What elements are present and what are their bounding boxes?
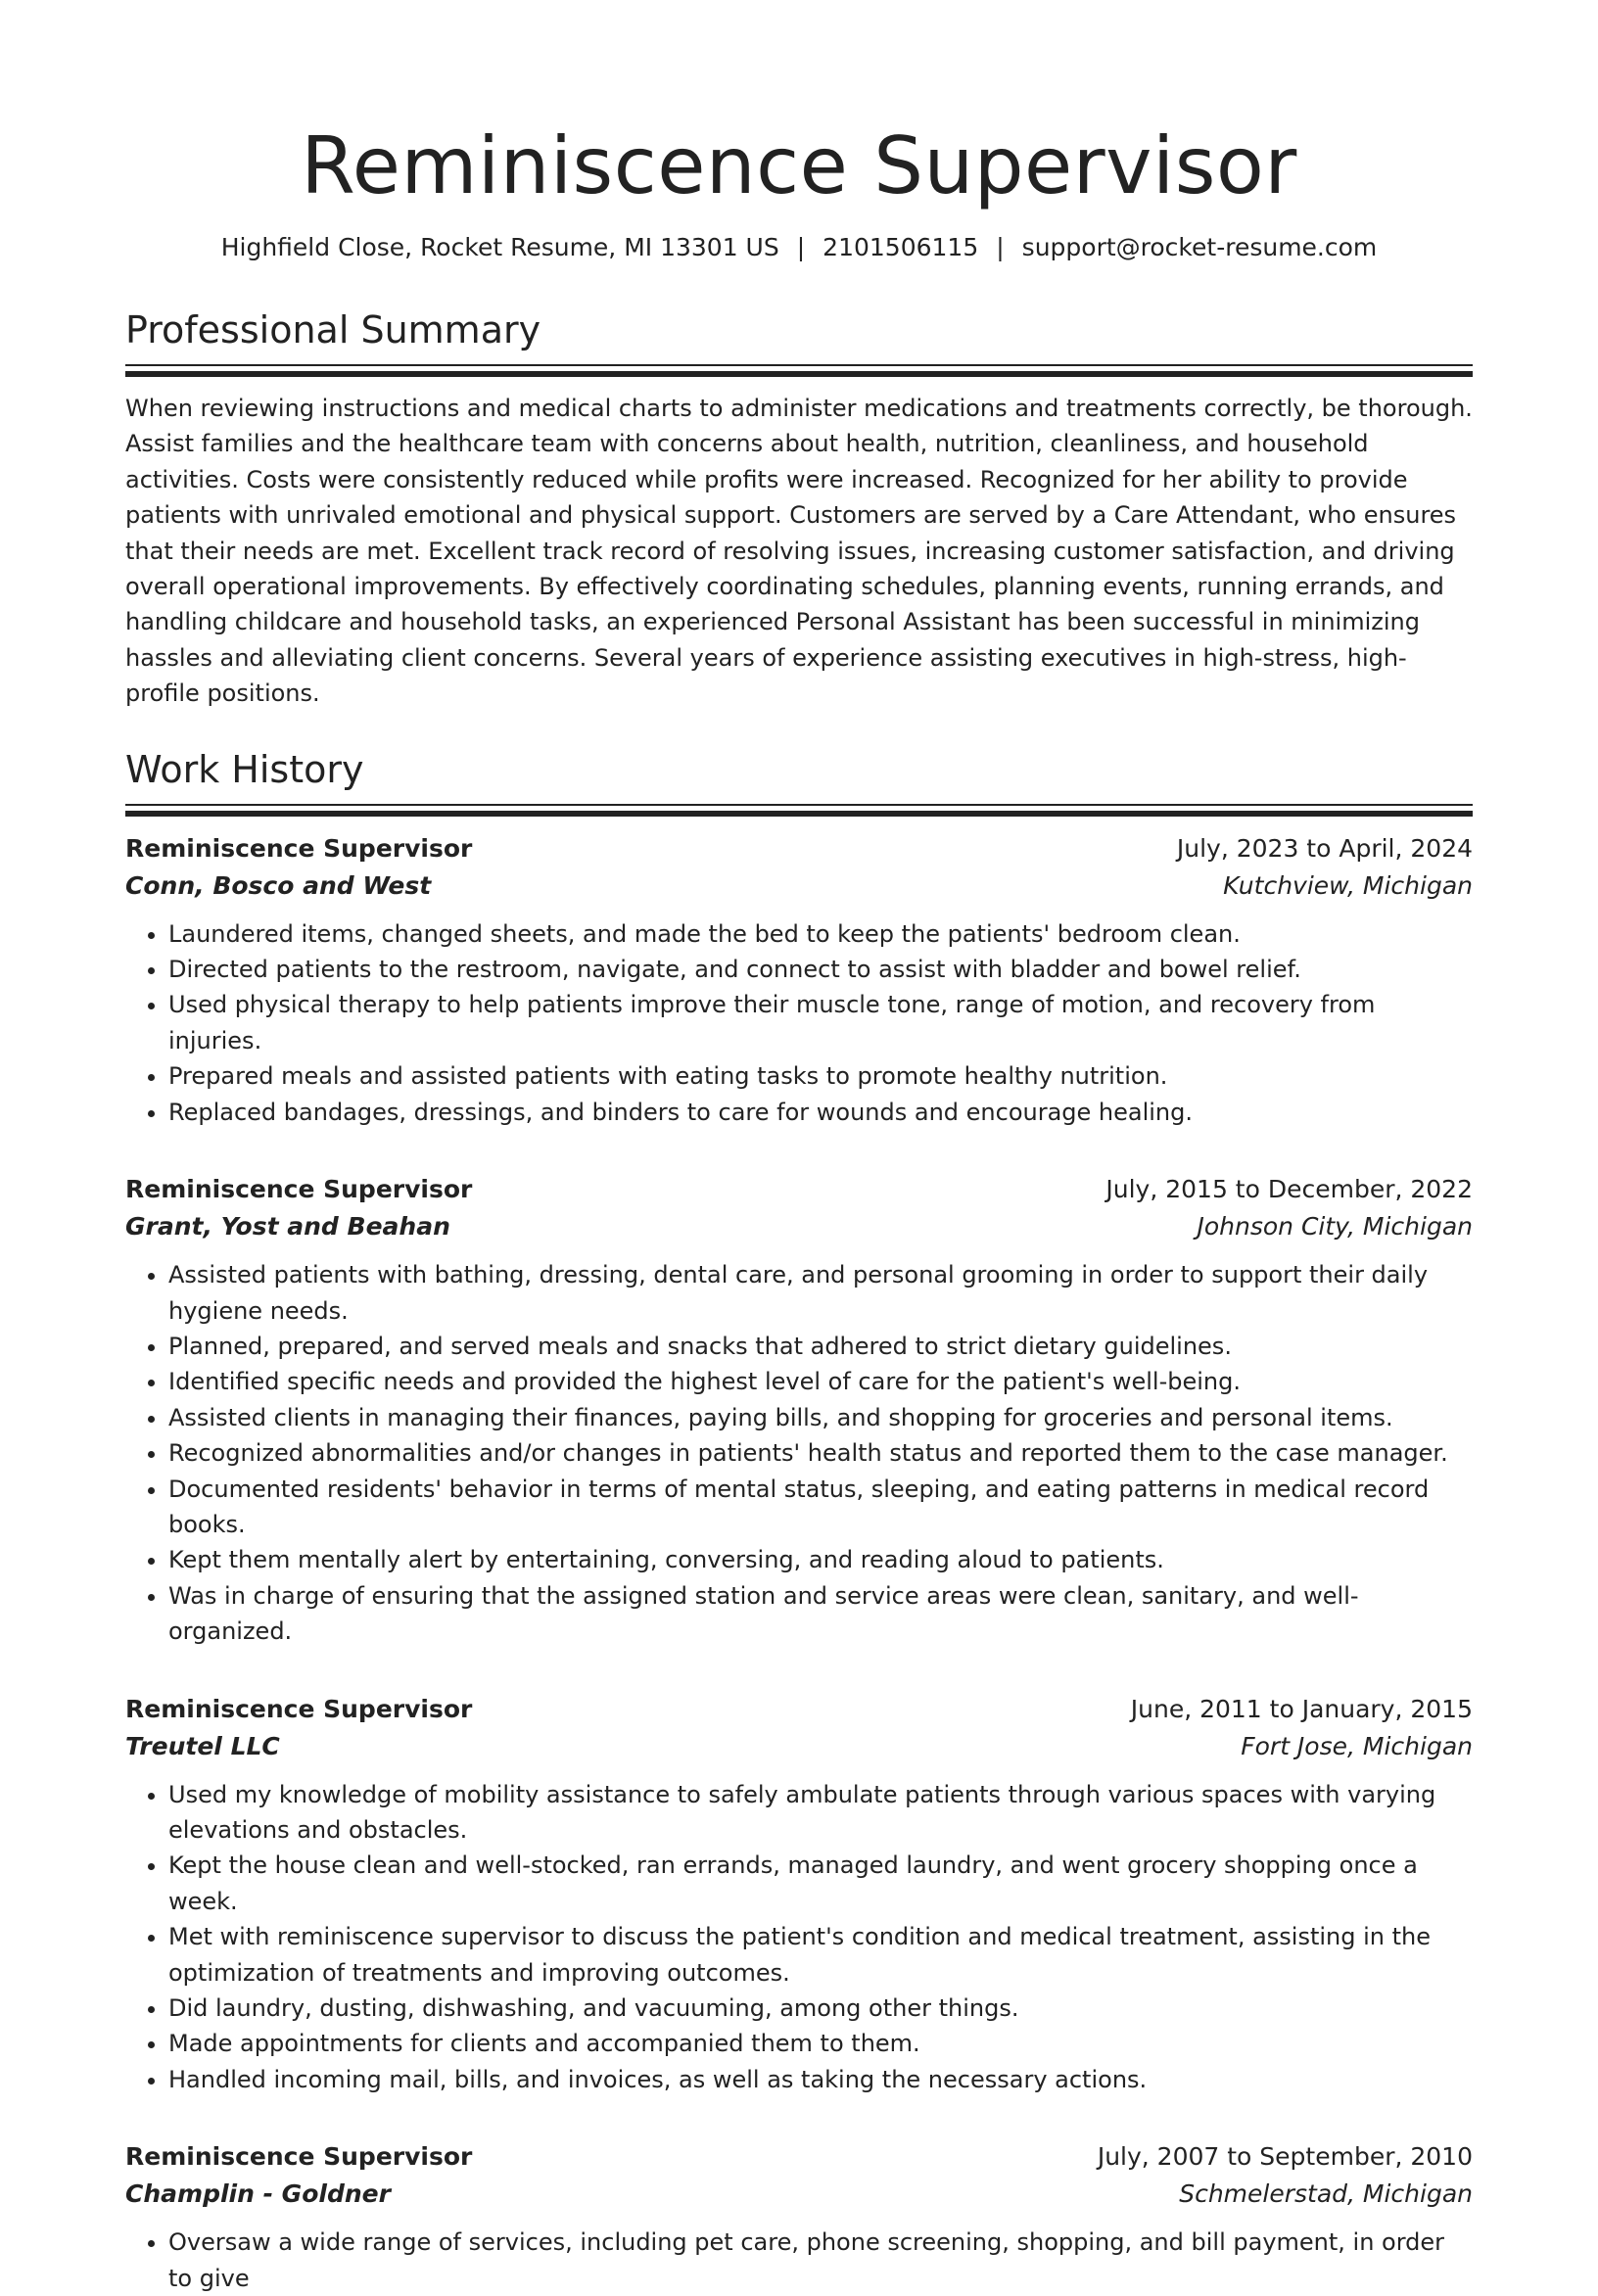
job-bullet-list xyxy=(125,916,1473,1130)
job-location: Schmelerstad, Michigan xyxy=(1179,2179,1473,2209)
job-entry xyxy=(125,2138,1473,2296)
work-history-section xyxy=(125,747,1473,2296)
job-company-row xyxy=(125,867,1473,905)
job-bullet: • Used my knowledge of mobility assistance to safely ambulate patients through various spaces with varying elevations and obstacles. xyxy=(168,1777,1473,1849)
job-bullet: • Recognized abnormalities and/or changes in patients' health status and reported them to the case manager. xyxy=(168,1435,1473,1471)
job-entry xyxy=(125,1171,1473,1649)
job-title: Reminiscence Supervisor xyxy=(125,1694,473,1723)
section-divider-thin xyxy=(125,364,1473,366)
job-bullet: • Assisted clients in managing their finances, paying bills, and shopping for groceries and personal items. xyxy=(168,1400,1473,1435)
job-bullet: • Replaced bandages, dressings, and binders to care for wounds and encourage healing. xyxy=(168,1095,1473,1130)
job-bullet: • Oversaw a wide range of services, including pet care, phone screening, shopping, and bill payment, in order to give xyxy=(168,2225,1473,2296)
job-dates: June, 2011 to January, 2015 xyxy=(1130,1694,1473,1723)
contact-separator: | xyxy=(796,233,806,261)
contact-email: support@rocket-resume.com xyxy=(1021,233,1378,261)
job-entry xyxy=(125,1691,1473,2098)
contact-separator: | xyxy=(996,233,1005,261)
job-header-row xyxy=(125,1691,1473,1728)
contact-line xyxy=(125,231,1473,264)
job-company-row xyxy=(125,2176,1473,2213)
job-company: Champlin - Goldner xyxy=(125,2179,391,2209)
job-bullet: • Made appointments for clients and accompanied them to them. xyxy=(168,2026,1473,2061)
section-divider-thick xyxy=(125,371,1473,377)
job-bullet: • Directed patients to the restroom, navigate, and connect to assist with bladder and bowel relief. xyxy=(168,952,1473,987)
job-location: Johnson City, Michigan xyxy=(1197,1212,1473,1242)
job-bullet: • Identified specific needs and provided the highest level of care for the patient's well-being. xyxy=(168,1364,1473,1399)
job-bullet: • Did laundry, dusting, dishwashing, and vacuuming, among other things. xyxy=(168,1991,1473,2026)
contact-phone: 2101506115 xyxy=(822,233,979,261)
job-dates: July, 2007 to September, 2010 xyxy=(1097,2142,1473,2172)
job-header-row xyxy=(125,830,1473,867)
job-title: Reminiscence Supervisor xyxy=(125,833,473,863)
job-entry xyxy=(125,830,1473,1130)
job-bullet: • Prepared meals and assisted patients with eating tasks to promote healthy nutrition. xyxy=(168,1058,1473,1094)
job-bullet: • Assisted patients with bathing, dressing, dental care, and personal grooming in order to support their daily hygiene needs. xyxy=(168,1257,1473,1329)
job-company: Conn, Bosco and West xyxy=(125,870,432,900)
job-bullet: • Met with reminiscence supervisor to discuss the patient's condition and medical treatment, assisting in the optimization of treatments and improving outcomes. xyxy=(168,1919,1473,1991)
job-bullet-list xyxy=(125,2225,1473,2296)
job-company-row xyxy=(125,1208,1473,1245)
job-header-row xyxy=(125,1171,1473,1208)
job-bullet: • Used physical therapy to help patients improve their muscle tone, range of motion, and recovery from injuries. xyxy=(168,987,1473,1058)
section-divider-thin xyxy=(125,804,1473,806)
job-bullet: • Documented residents' behavior in terms of mental status, sleeping, and eating patterns in medical record books. xyxy=(168,1472,1473,1543)
section-divider-thick xyxy=(125,811,1473,817)
job-company-row xyxy=(125,1728,1473,1765)
job-bullet: • Laundered items, changed sheets, and made the bed to keep the patients' bedroom clean. xyxy=(168,916,1473,952)
job-company: Grant, Yost and Beahan xyxy=(125,1212,450,1242)
summary-text: When reviewing instructions and medical charts to administer medications and treatments correctly, be thorough. Assist families and the healthcare team with concerns about health, nutrition, cleanliness, and household activities. Costs were consistently reduced while profits were increased. Recognized for her ability to provide patients with unrivaled emotional and physical support. Customers are served by a Care Attendant, who ensures that their needs are met. Excellent track record of resolving issues, increasing customer satisfaction, and driving overall operational improvements. By effectively coordinating schedules, planning events, running errands, and handling childcare and household tasks, an experienced Personal Assistant has been successful in minimizing hassles and alleviating client concerns. Several years of experience assisting executives in high-stress, high-profile positions. xyxy=(125,395,1473,708)
professional-summary-section xyxy=(125,307,1473,712)
job-location: Fort Jose, Michigan xyxy=(1241,1731,1473,1760)
job-bullet: • Kept them mentally alert by entertaining, conversing, and reading aloud to patients. xyxy=(168,1542,1473,1577)
section-title-summary: Professional Summary xyxy=(125,308,541,351)
job-bullet: • Kept the house clean and well-stocked, ran errands, managed laundry, and went grocery shopping once a week. xyxy=(168,1848,1473,1919)
job-bullet-list xyxy=(125,1257,1473,1649)
job-bullet: • Handled incoming mail, bills, and invoices, as well as taking the necessary actions. xyxy=(168,2062,1473,2097)
job-dates: July, 2015 to December, 2022 xyxy=(1105,1175,1473,1204)
job-company: Treutel LLC xyxy=(125,1731,280,1760)
section-title-work-history: Work History xyxy=(125,747,364,791)
resume-page xyxy=(125,0,1473,2296)
contact-address: Highfield Close, Rocket Resume, MI 13301 US xyxy=(220,233,779,261)
job-bullet: • Was in charge of ensuring that the assigned station and service areas were clean, sanitary, and well-organized. xyxy=(168,1578,1473,1650)
job-title: Reminiscence Supervisor xyxy=(125,2142,473,2172)
job-header-row xyxy=(125,2138,1473,2176)
job-bullet-list xyxy=(125,1777,1473,2098)
resume-name: Reminiscence Supervisor xyxy=(301,120,1297,211)
job-bullet: • Planned, prepared, and served meals and snacks that adhered to strict dietary guidelines. xyxy=(168,1329,1473,1364)
job-title: Reminiscence Supervisor xyxy=(125,1175,473,1204)
job-dates: July, 2023 to April, 2024 xyxy=(1176,833,1473,863)
job-location: Kutchview, Michigan xyxy=(1223,870,1473,900)
